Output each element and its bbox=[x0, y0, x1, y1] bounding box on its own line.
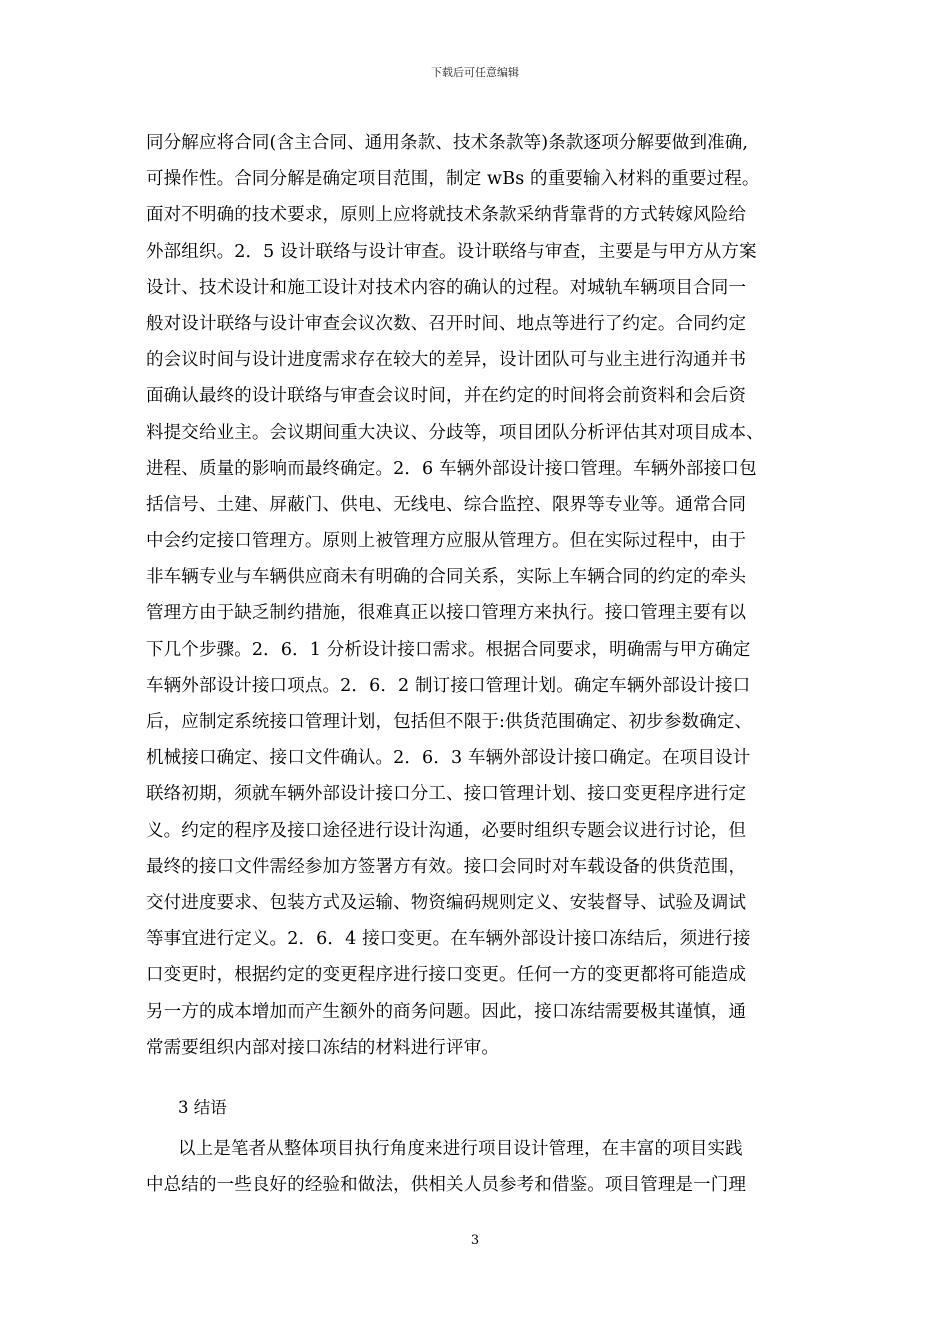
closing-line: 以上是笔者从整体项目执行角度来进行项目设计管理，在丰富的项目实践 bbox=[178, 1139, 743, 1159]
body-line: 面确认最终的设计联络与审查会议时间，并在约定的时间将会前资料和会后资 bbox=[146, 386, 747, 407]
body-text bbox=[146, 125, 806, 1066]
section-heading: 3 结语 bbox=[178, 1098, 227, 1117]
body-line: 最终的接口文件需经参加方签署方有效。接口会同时对车载设备的供货范围， bbox=[146, 856, 747, 877]
body-line: 义。约定的程序及接口途径进行设计沟通，必要时组织专题会议进行讨论，但 bbox=[146, 820, 747, 841]
body-line: 设计、技术设计和施工设计对技术内容的确认的过程。对城轨车辆项目合同一 bbox=[146, 277, 747, 298]
closing-paragraph bbox=[146, 1131, 806, 1203]
body-line: 等事宜进行定义。2．6．4 接口变更。在车辆外部设计接口冻结后，须进行接 bbox=[146, 929, 751, 950]
body-line: 机械接口确定、接口文件确认。2．6．3 车辆外部设计接口确定。在项目设计 bbox=[146, 748, 751, 769]
body-line: 车辆外部设计接口项点。2．6．2 制订接口管理计划。确定车辆外部设计接口 bbox=[146, 675, 751, 696]
body-line: 料提交给业主。会议期间重大决议、分歧等，项目团队分析评估其对项目成本、 bbox=[146, 422, 764, 443]
body-line: 面对不明确的技术要求，原则上应将就技术条款采纳背靠背的方式转嫁风险给 bbox=[146, 205, 747, 226]
closing-line: 中总结的一些良好的经验和做法，供相关人员参考和借鉴。项目管理是一门理 bbox=[146, 1175, 747, 1196]
body-line: 非车辆专业与车辆供应商未有明确的合同关系，实际上车辆合同的约定的牵头 bbox=[146, 567, 747, 588]
body-line: 外部组织。2．5 设计联络与设计审查。设计联络与审查，主要是与甲方从方案 bbox=[146, 241, 757, 262]
body-line: 后，应制定系统接口管理计划，包括但不限于:供货范围确定、初步参数确定、 bbox=[146, 712, 753, 732]
body-line: 同分解应将合同(含主合同、通用条款、技术条款等)条款逐项分解要做到准确, bbox=[146, 133, 749, 153]
body-line: 管理方由于缺乏制约措施，很难真正以接口管理方来执行。接口管理主要有以 bbox=[146, 603, 747, 624]
body-line: 的会议时间与设计进度需求存在较大的差异，设计团队可与业主进行沟通并书 bbox=[146, 350, 747, 371]
body-line: 般对设计联络与设计审查会议次数、召开时间、地点等进行了约定。合同约定 bbox=[146, 313, 747, 334]
body-line: 交付进度要求、包装方式及运输、物资编码规则定义、安装督导、试验及调试 bbox=[146, 892, 747, 913]
body-line: 中会约定接口管理方。原则上被管理方应服从管理方。但在实际过程中，由于 bbox=[146, 531, 747, 552]
page-number: 3 bbox=[470, 1233, 480, 1248]
body-line: 括信号、土建、屏蔽门、供电、无线电、综合监控、限界等专业等。通常合同 bbox=[146, 494, 747, 515]
body-line: 另一方的成本增加而产生额外的商务问题。因此，接口冻结需要极其谨慎，通 bbox=[146, 1001, 747, 1022]
body-line: 联络初期，须就车辆外部设计接口分工、接口管理计划、接口变更程序进行定 bbox=[146, 784, 747, 805]
body-line: 口变更时，根据约定的变更程序进行接口变更。任何一方的变更都将可能造成 bbox=[146, 965, 747, 986]
body-line: 下几个步骤。2．6．1 分析设计接口需求。根据合同要求，明确需与甲方确定 bbox=[146, 639, 751, 660]
page-header: 下载后可任意编辑 bbox=[431, 66, 519, 79]
body-line: 可操作性。合同分解是确定项目范围，制定 wBs 的重要输入材料的重要过程。 bbox=[146, 169, 760, 190]
body-line: 进程、质量的影响而最终确定。2．6 车辆外部设计接口管理。车辆外部接口包 bbox=[146, 458, 757, 479]
body-line: 常需要组织内部对接口冻结的材料进行评审。 bbox=[146, 1037, 499, 1058]
